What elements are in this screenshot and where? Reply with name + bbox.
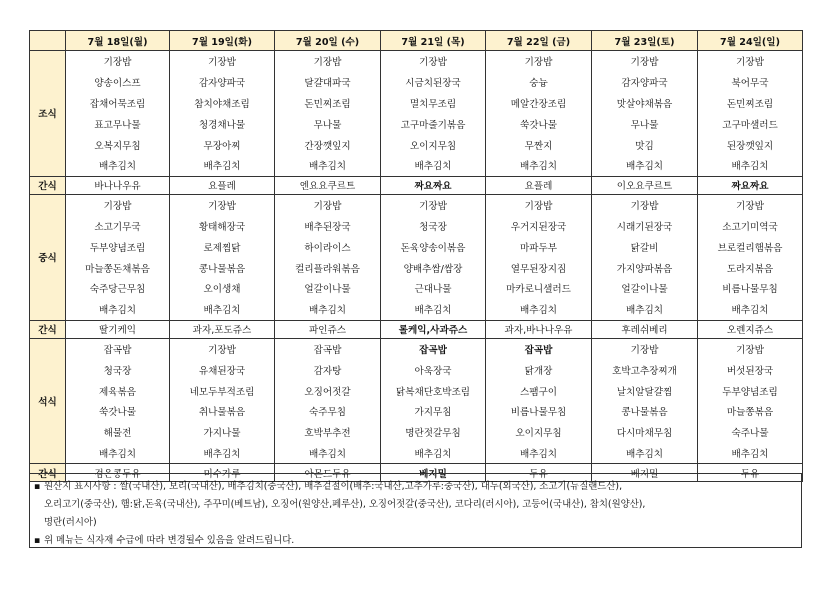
snack-label: 간식: [30, 176, 66, 194]
notes-box: [29, 473, 802, 548]
snack-row: [30, 320, 803, 338]
menu-cell: 기장밥: [592, 51, 698, 72]
menu-cell: 잡곡밥: [66, 338, 170, 359]
menu-cell: 숙주당근무침: [66, 278, 170, 299]
day-header-mon: 7월 18일(월): [66, 31, 170, 51]
change-notice-text: 위 메뉴는 식자재 수급에 따라 변경될수 있음을 알려드립니다.: [44, 535, 295, 546]
menu-cell: 열무된장지짐: [486, 257, 592, 278]
menu-cell: 유채된장국: [170, 359, 275, 380]
menu-cell: 잡곡밥: [486, 338, 592, 359]
menu-cell: 쑥갓나물: [66, 401, 170, 422]
menu-cell: 호박부추전: [275, 422, 381, 443]
menu-cell: 기장밥: [170, 338, 275, 359]
menu-cell: 도라지볶음: [698, 257, 803, 278]
menu-cell: 배추김치: [486, 443, 592, 464]
menu-cell: 청경채나물: [170, 113, 275, 134]
snack-cell: 베지밀: [381, 464, 486, 482]
menu-cell: 닭복채단호박조림: [381, 380, 486, 401]
menu-cell: 가지양파볶음: [592, 257, 698, 278]
origin-note-text-3: 명란(러시아): [44, 517, 97, 528]
day-header-sun: 7월 24일(일): [698, 31, 803, 51]
snack-cell: 아몬드두유: [275, 464, 381, 482]
menu-cell: 감자양파국: [592, 72, 698, 93]
menu-cell: 기장밥: [170, 51, 275, 72]
menu-cell: 메알간장조림: [486, 93, 592, 114]
menu-cell: 오징어젓갈: [275, 380, 381, 401]
snack-label: 간식: [30, 320, 66, 338]
menu-cell: 기장밥: [698, 338, 803, 359]
menu-cell: 배추김치: [381, 443, 486, 464]
menu-cell: 돈민찌조림: [275, 93, 381, 114]
menu-cell: 배추김치: [698, 443, 803, 464]
menu-cell: 배추김치: [381, 155, 486, 176]
menu-cell: 배추김치: [170, 443, 275, 464]
menu-cell: 기장밥: [592, 338, 698, 359]
menu-cell: 배추김치: [592, 155, 698, 176]
meal-label: 중식: [30, 194, 66, 320]
meal-row: [30, 401, 803, 422]
menu-cell: 오이지무침: [381, 134, 486, 155]
snack-cell: 오렌지쥬스: [698, 320, 803, 338]
menu-cell: 브로컬리햄볶음: [698, 236, 803, 257]
menu-cell: 감자양파국: [170, 72, 275, 93]
meal-label: 조식: [30, 51, 66, 177]
meal-label: 석식: [30, 338, 66, 464]
menu-cell: 기장밥: [275, 51, 381, 72]
menu-cell: 배추된장국: [275, 216, 381, 237]
meal-row: [30, 51, 803, 72]
meal-row: [30, 72, 803, 93]
menu-cell: 소고기미역국: [698, 216, 803, 237]
menu-cell: 버섯된장국: [698, 359, 803, 380]
menu-cell: 기장밥: [66, 194, 170, 215]
day-header-tue: 7월 19일(화): [170, 31, 275, 51]
menu-cell: 배추김치: [275, 299, 381, 320]
meal-row: [30, 422, 803, 443]
menu-cell: 배추김치: [698, 155, 803, 176]
meal-row: [30, 194, 803, 215]
menu-cell: 아욱장국: [381, 359, 486, 380]
meal-row: [30, 93, 803, 114]
menu-cell: 오복지무침: [66, 134, 170, 155]
menu-cell: 청국장: [381, 216, 486, 237]
snack-cell: 베지밀: [592, 464, 698, 482]
menu-cell: 호박고추장찌개: [592, 359, 698, 380]
menu-cell: 배추김치: [592, 443, 698, 464]
bullet-icon: ▪: [34, 535, 41, 546]
menu-cell: 배추김치: [486, 155, 592, 176]
menu-cell: 하이라이스: [275, 236, 381, 257]
menu-cell: 취나물볶음: [170, 401, 275, 422]
menu-cell: 기장밥: [275, 194, 381, 215]
meal-row: [30, 443, 803, 464]
menu-cell: 무짠지: [486, 134, 592, 155]
menu-cell: 배추김치: [275, 443, 381, 464]
menu-cell: 오이지무침: [486, 422, 592, 443]
snack-cell: 요플레: [486, 176, 592, 194]
menu-cell: 닭개장: [486, 359, 592, 380]
menu-cell: 돈민찌조림: [698, 93, 803, 114]
menu-cell: 스팸구이: [486, 380, 592, 401]
menu-cell: 기장밥: [592, 194, 698, 215]
meal-row: [30, 216, 803, 237]
menu-cell: 마카로니샐러드: [486, 278, 592, 299]
menu-cell: 컬리플라워볶음: [275, 257, 381, 278]
menu-cell: 명란젓갈무침: [381, 422, 486, 443]
menu-cell: 숙주무침: [275, 401, 381, 422]
menu-cell: 배추김치: [66, 443, 170, 464]
menu-cell: 잡채어묵조림: [66, 93, 170, 114]
snack-label: 간식: [30, 464, 66, 482]
menu-cell: 숙주나물: [698, 422, 803, 443]
menu-cell: 두부양념조림: [698, 380, 803, 401]
menu-cell: 시금치된장국: [381, 72, 486, 93]
meal-row: [30, 299, 803, 320]
menu-cell: 돈육양송이볶음: [381, 236, 486, 257]
menu-cell: 얼갈이나물: [592, 278, 698, 299]
menu-cell: 감자탕: [275, 359, 381, 380]
menu-cell: 마파두부: [486, 236, 592, 257]
menu-cell: 오이생채: [170, 278, 275, 299]
menu-cell: 닭갈비: [592, 236, 698, 257]
corner-cell: [30, 31, 66, 51]
menu-cell: 배추김치: [698, 299, 803, 320]
menu-cell: 로제찜닭: [170, 236, 275, 257]
menu-cell: 기장밥: [486, 51, 592, 72]
snack-cell: 미수가루: [170, 464, 275, 482]
menu-cell: 비름나물무침: [486, 401, 592, 422]
day-header-sat: 7월 23일(토): [592, 31, 698, 51]
menu-cell: 시래기된장국: [592, 216, 698, 237]
menu-cell: 배추김치: [592, 299, 698, 320]
menu-cell: 해물전: [66, 422, 170, 443]
day-header-row: [30, 31, 803, 51]
menu-cell: 얼갈이나물: [275, 278, 381, 299]
menu-cell: 콩나물볶음: [170, 257, 275, 278]
day-header-fri: 7월 22일 (금): [486, 31, 592, 51]
menu-cell: 북어무국: [698, 72, 803, 93]
menu-cell: 표고무나물: [66, 113, 170, 134]
meal-row: [30, 257, 803, 278]
menu-cell: 우거지된장국: [486, 216, 592, 237]
meal-row: [30, 338, 803, 359]
bullet-icon: ▪: [34, 481, 41, 492]
menu-cell: 달걀대파국: [275, 72, 381, 93]
menu-cell: 맛살야채볶음: [592, 93, 698, 114]
snack-cell: 짜요짜요: [381, 176, 486, 194]
menu-cell: 네모두부적조림: [170, 380, 275, 401]
menu-cell: 두부양념조림: [66, 236, 170, 257]
snack-cell: 과자,바나나우유: [486, 320, 592, 338]
menu-cell: 숭늉: [486, 72, 592, 93]
meal-row: [30, 278, 803, 299]
snack-cell: 후레쉬베리: [592, 320, 698, 338]
snack-cell: 짜요짜요: [698, 176, 803, 194]
menu-cell: 맛김: [592, 134, 698, 155]
menu-cell: 배추김치: [170, 155, 275, 176]
menu-table: [29, 30, 803, 482]
menu-cell: 무나물: [275, 113, 381, 134]
menu-cell: 기장밥: [486, 194, 592, 215]
menu-cell: 다시마채무침: [592, 422, 698, 443]
snack-cell: 엔요요쿠르트: [275, 176, 381, 194]
menu-cell: 콩나물볶음: [592, 401, 698, 422]
snack-cell: 과자,포도쥬스: [170, 320, 275, 338]
meal-row: [30, 380, 803, 401]
menu-cell: 기장밥: [698, 51, 803, 72]
snack-cell: 바나나우유: [66, 176, 170, 194]
day-header-thu: 7월 21일 (목): [381, 31, 486, 51]
menu-cell: 배추김치: [66, 299, 170, 320]
snack-cell: 검은콩두유: [66, 464, 170, 482]
menu-cell: 잡곡밥: [381, 338, 486, 359]
snack-cell: 딸기케익: [66, 320, 170, 338]
menu-cell: 잡곡밥: [275, 338, 381, 359]
change-notice-line: [34, 532, 795, 550]
meal-row: [30, 359, 803, 380]
menu-cell: 마늘쫑돈채볶음: [66, 257, 170, 278]
menu-cell: 황태해장국: [170, 216, 275, 237]
menu-cell: 날치알달걀찜: [592, 380, 698, 401]
menu-cell: 기장밥: [170, 194, 275, 215]
snack-cell: 롤케익,사과쥬스: [381, 320, 486, 338]
menu-cell: 가지무침: [381, 401, 486, 422]
menu-cell: 고구마샐러드: [698, 113, 803, 134]
snack-cell: 요플레: [170, 176, 275, 194]
menu-cell: 배추김치: [381, 299, 486, 320]
menu-cell: 소고기무국: [66, 216, 170, 237]
meal-row: [30, 236, 803, 257]
menu-cell: 제육볶음: [66, 380, 170, 401]
menu-cell: 기장밥: [698, 194, 803, 215]
snack-row: [30, 176, 803, 194]
origin-note-text-2: 오리고기(중국산), 햄:닭,돈육(국내산), 주꾸미(베트남), 오징어(원양산,페루산), 오징어젓갈(중국산), 코다리(러시아), 고등어(국내산), 참치(원양산),: [44, 499, 646, 510]
menu-cell: 마늘쫑볶음: [698, 401, 803, 422]
menu-cell: 참치야채조림: [170, 93, 275, 114]
menu-cell: 쑥갓나물: [486, 113, 592, 134]
menu-cell: 된장깻잎지: [698, 134, 803, 155]
menu-cell: 가지나물: [170, 422, 275, 443]
menu-cell: 고구마줄기볶음: [381, 113, 486, 134]
menu-cell: 간장깻잎지: [275, 134, 381, 155]
origin-note-line-1: [34, 478, 795, 496]
menu-cell: 기장밥: [381, 51, 486, 72]
menu-cell: 비름나물무침: [698, 278, 803, 299]
menu-cell: 기장밥: [381, 194, 486, 215]
snack-cell: 이오요쿠르트: [592, 176, 698, 194]
menu-cell: 배추김치: [170, 299, 275, 320]
menu-cell: 멸치무조림: [381, 93, 486, 114]
snack-cell: 두유: [486, 464, 592, 482]
menu-cell: 무나물: [592, 113, 698, 134]
meal-row: [30, 113, 803, 134]
menu-cell: 양송이스프: [66, 72, 170, 93]
day-header-wed: 7월 20일 (수): [275, 31, 381, 51]
origin-note-text-1: 원산지 표시사항 : 쌀(국내산), 보리(국내산), 배추김치(중국산), 배추겉절이(배추:국내산,고추가루:중국산), 대두(외국산), 소고기(뉴질랜드산),: [44, 481, 623, 492]
menu-cell: 배추김치: [66, 155, 170, 176]
menu-cell: 배추김치: [486, 299, 592, 320]
snack-cell: 파인쥬스: [275, 320, 381, 338]
menu-cell: 청국장: [66, 359, 170, 380]
meal-row: [30, 134, 803, 155]
menu-cell: 근대나물: [381, 278, 486, 299]
menu-cell: 양배추쌈/쌈장: [381, 257, 486, 278]
meal-row: [30, 155, 803, 176]
menu-cell: 기장밥: [66, 51, 170, 72]
menu-body: [30, 51, 803, 482]
menu-cell: 배추김치: [275, 155, 381, 176]
snack-cell: 두유: [698, 464, 803, 482]
menu-cell: 무장아찌: [170, 134, 275, 155]
